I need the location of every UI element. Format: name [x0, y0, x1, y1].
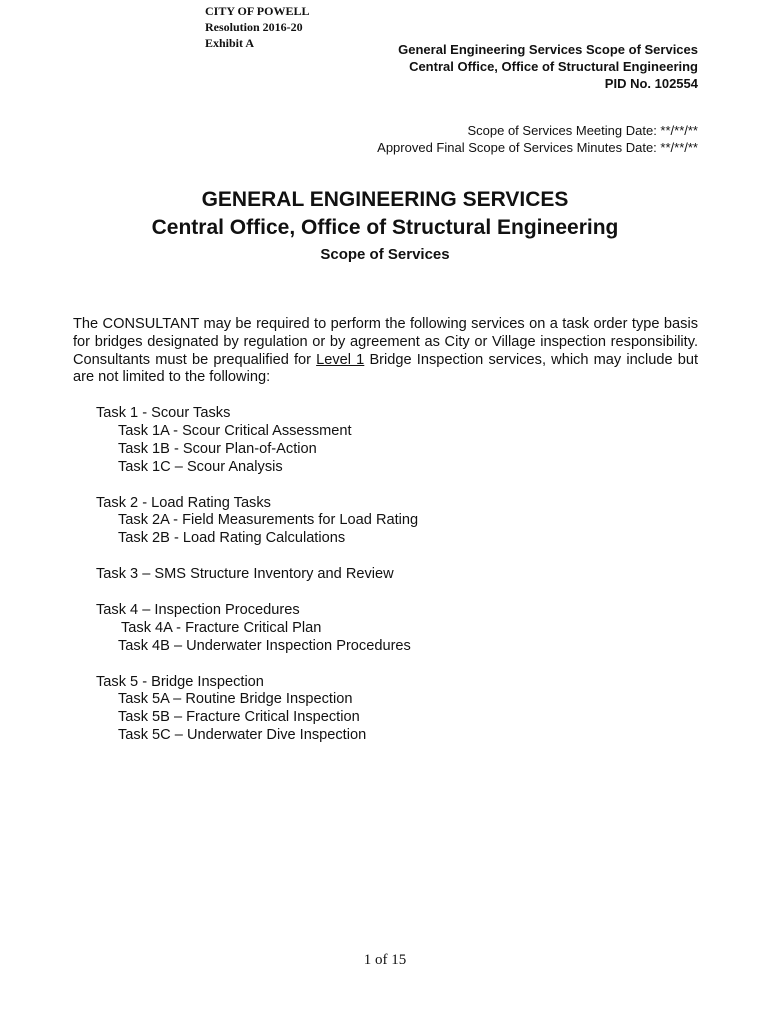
subtask-item: Task 4A - Fracture Critical Plan [121, 619, 322, 636]
approved-minutes-date: Approved Final Scope of Services Minutes Date: **/**/** [377, 140, 698, 155]
task-heading: Task 2 - Load Rating Tasks [96, 494, 271, 511]
task-heading: Task 4 – Inspection Procedures [96, 601, 300, 618]
city-resolution-stamp [205, 3, 309, 51]
level-1-underlined: Level 1 [316, 351, 365, 368]
meeting-date: Scope of Services Meeting Date: **/**/** [467, 123, 698, 138]
intro-text-start: The CONSULTANT may be required to perform the following services on a task order type basis for bridges designated by regulation or by agreement as City or Village inspection responsibility. Consultants must be prequalified for [73, 316, 698, 368]
subtask-item: Task 4B – Underwater Inspection Procedures [118, 637, 411, 654]
task-heading: Task 3 – SMS Structure Inventory and Review [96, 566, 394, 583]
task-group [96, 566, 418, 584]
title-scope: Scope of Services [320, 246, 450, 263]
stamp-exhibit: Exhibit A [205, 36, 255, 50]
task-group [96, 405, 418, 477]
stamp-city-name: CITY OF POWELL [205, 4, 310, 18]
title-main: GENERAL ENGINEERING SERVICES [201, 188, 569, 211]
subtask-item: Task 1C – Scour Analysis [118, 458, 283, 475]
subtask-item: Task 2B - Load Rating Calculations [118, 530, 346, 547]
task-heading: Task 5 - Bridge Inspection [96, 673, 264, 690]
header-title: General Engineering Services Scope of Services [398, 42, 698, 57]
subtask-item: Task 1B - Scour Plan-of-Action [118, 440, 317, 457]
subtask-item: Task 5C – Underwater Dive Inspection [118, 727, 367, 744]
task-heading: Task 1 - Scour Tasks [96, 405, 231, 421]
header-office: Central Office, Office of Structural Engineering [409, 59, 698, 74]
task-group [96, 495, 418, 549]
stamp-resolution: Resolution 2016-20 [205, 20, 303, 34]
subtask-item: Task 1A - Scour Critical Assessment [118, 422, 352, 439]
page-number: 1 of 15 [363, 952, 407, 968]
task-group [96, 602, 418, 656]
subtask-item: Task 2A - Field Measurements for Load Rating [118, 512, 419, 529]
task-list [96, 405, 418, 763]
document-header [398, 41, 698, 92]
task-group [96, 674, 418, 746]
intro-paragraph [73, 316, 698, 387]
title-office: Central Office, Office of Structural Engineering [151, 216, 619, 239]
subtask-item: Task 5A – Routine Bridge Inspection [118, 691, 353, 708]
header-pid: PID No. 102554 [604, 76, 698, 91]
subtask-item: Task 5B – Fracture Critical Inspection [118, 709, 360, 726]
intro-text-end: Bridge Inspection services, which may include but are not limited to the following: [73, 351, 699, 386]
meeting-dates [377, 122, 698, 156]
document-title [0, 186, 770, 266]
